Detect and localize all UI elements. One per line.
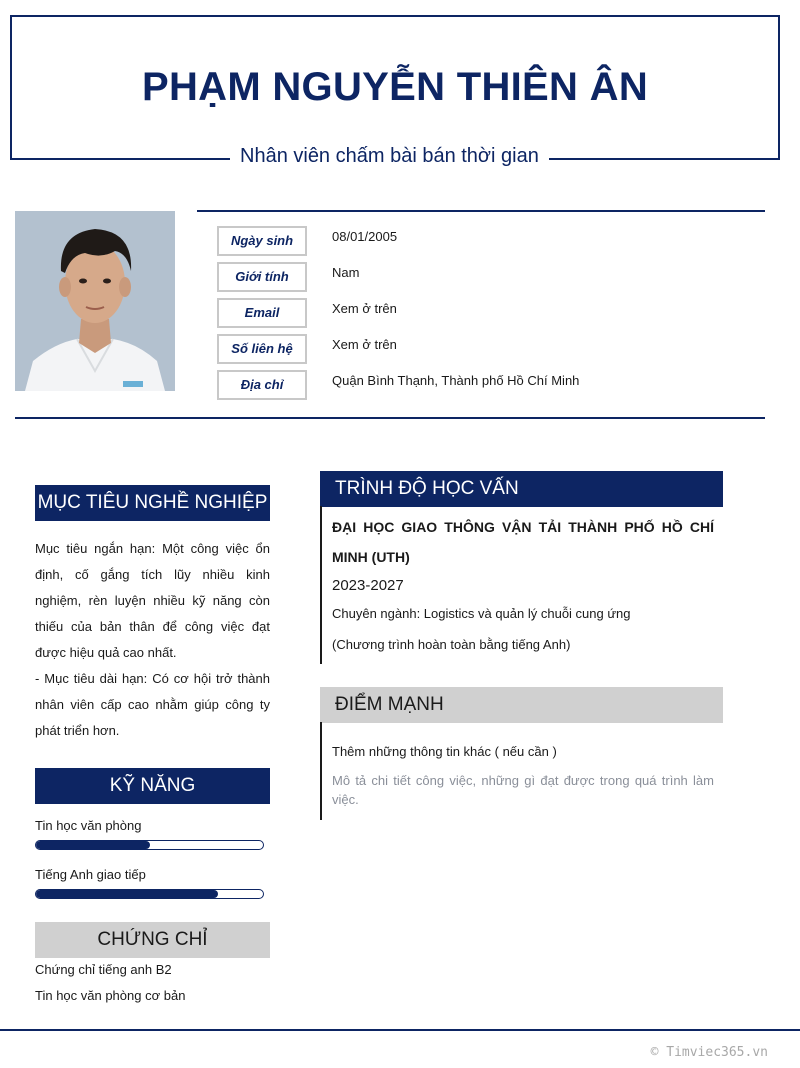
strengths-text: Thêm những thông tin khác ( nếu cần ) <box>332 744 557 759</box>
info-row-birthdate <box>217 226 765 256</box>
info-row-email <box>217 298 765 328</box>
profile-photo <box>15 211 175 391</box>
education-major: Chuyên ngành: Logistics và quản lý chuỗi cung ứng <box>332 606 631 621</box>
strengths-heading: ĐIỂM MẠNH <box>320 687 723 723</box>
info-value: Quận Bình Thạnh, Thành phố Hồ Chí Minh <box>332 373 580 388</box>
candidate-name: PHẠM NGUYỄN THIÊN ÂN <box>141 65 649 109</box>
school-name: ĐẠI HỌC GIAO THÔNG VẬN TẢI THÀNH PHỐ HỒ CHÍ MINH (UTH) <box>332 519 714 565</box>
skill-bar-fill <box>36 890 218 898</box>
education-years: 2023-2027 <box>332 577 404 594</box>
objective-text <box>35 536 270 744</box>
footer-divider <box>0 1029 800 1031</box>
info-divider-top <box>197 210 765 212</box>
info-label: Địa chỉ <box>217 370 307 400</box>
skill-bar <box>35 889 264 899</box>
skill-name: Tiếng Anh giao tiếp <box>35 867 146 882</box>
header-box <box>10 15 780 160</box>
info-value: Xem ở trên <box>332 301 397 316</box>
footer-credit: © Timviec365.vn <box>650 1045 768 1060</box>
objective-heading: MỤC TIÊU NGHỀ NGHIỆP <box>35 485 270 521</box>
certificates-heading: CHỨNG CHỈ <box>35 922 270 958</box>
info-label: Số liên hệ <box>217 334 307 364</box>
info-label: Email <box>217 298 307 328</box>
skills-heading: KỸ NĂNG <box>35 768 270 804</box>
info-label: Giới tính <box>217 262 307 292</box>
education-heading: TRÌNH ĐỘ HỌC VẤN <box>320 471 723 507</box>
info-row-phone <box>217 334 765 364</box>
skill-bar-fill <box>36 841 150 849</box>
skill-name: Tin học văn phòng <box>35 818 142 833</box>
certificate-item: Chứng chỉ tiếng anh B2 <box>35 962 172 977</box>
objective-long-term: - Mục tiêu dài hạn: Có cơ hội trở thành nhân viên cấp cao nhằm giúp công ty phát triển hơn. <box>35 671 270 738</box>
education-rule <box>320 506 322 664</box>
info-value: Nam <box>332 265 360 280</box>
education-program: (Chương trình hoàn toàn bằng tiếng Anh) <box>332 637 571 652</box>
info-value: 08/01/2005 <box>332 229 398 244</box>
strengths-rule <box>320 722 322 820</box>
info-value: Xem ở trên <box>332 337 397 352</box>
strengths-placeholder: Mô tả chi tiết công việc, những gì đạt được trong quá trình làm việc. <box>332 773 714 807</box>
objective-short-term: Mục tiêu ngắn hạn: Một công việc ổn định, cố gắng tích lũy nhiều kinh nghiệm, rèn luyện nhiều kỹ năng còn thiếu của bản thân để công việc đạt được hiệu quả cao nhất. <box>35 541 270 660</box>
job-title: Nhân viên chấm bài bán thời gian <box>230 145 549 168</box>
info-label: Ngày sinh <box>217 226 307 256</box>
skill-bar <box>35 840 264 850</box>
info-row-address <box>217 370 765 400</box>
info-divider-bottom <box>15 417 765 419</box>
info-row-gender <box>217 262 765 292</box>
certificate-item: Tin học văn phòng cơ bản <box>35 988 186 1003</box>
